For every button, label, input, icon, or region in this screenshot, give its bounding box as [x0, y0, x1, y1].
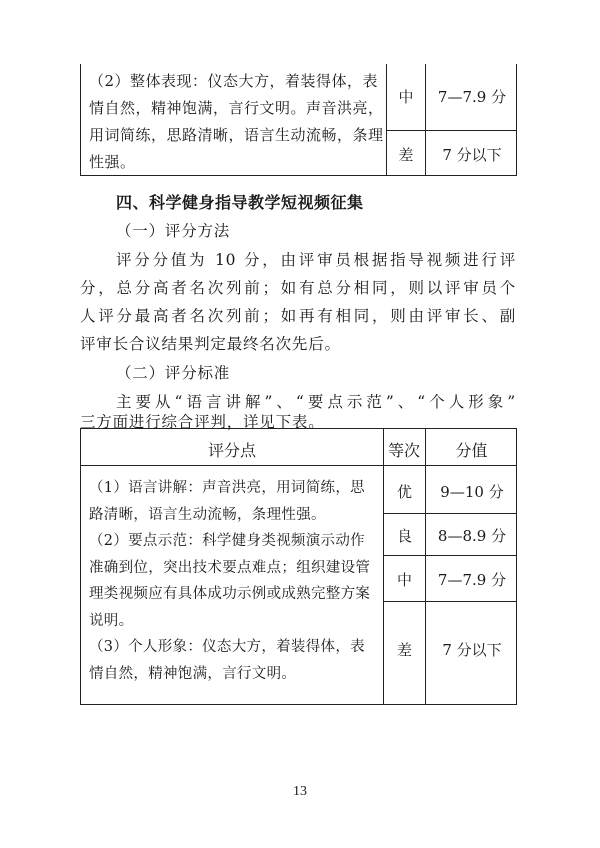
score-cell: 7—7.9 分	[437, 88, 507, 106]
scoring-point-demo: （2）要点示范：科学健身类视频演示动作准确到位，突出技术要点难点；组织建设管理类视频应有具体成功示例或成熟完整方案说明。	[89, 533, 371, 629]
score-cell: 9—10 分	[440, 483, 504, 501]
grade-cell: 中	[396, 571, 412, 589]
score-cell: 7 分以下	[442, 641, 502, 659]
score-cell: 7 分以下	[442, 146, 502, 164]
grade-cell: 良	[396, 527, 412, 545]
overall-performance-text: （2）整体表现：仪态大方，着装得体，表情自然，精神饱满，言行文明。声音洪亮，用词简练，思路清晰，语言生动流畅，条理性强。	[89, 72, 384, 171]
standard-line: 三方面进行综合评判，详见下表。	[80, 413, 325, 431]
page-number: 13	[293, 784, 307, 799]
subsection-heading: （一）评分方法	[116, 222, 231, 240]
table-divider	[383, 555, 516, 556]
scoring-point-language: （1）语言讲解：声音洪亮，用词简练，思路清晰，语言生动流畅，条理性强。	[89, 480, 365, 523]
grade-cell: 差	[396, 641, 412, 659]
score-cell: 7—7.9 分	[437, 571, 507, 589]
table-divider	[386, 130, 516, 131]
scoring-points	[89, 475, 379, 687]
table-divider	[383, 513, 516, 514]
method-line: 评审长合议结果判定最终名次先后。	[80, 335, 341, 353]
header-scoring-point: 评分点	[207, 441, 256, 460]
table-divider	[425, 429, 426, 704]
grade-cell: 差	[398, 146, 414, 164]
method-line: 人评分最高者名次列前；如再有相同，则由评审长、副	[80, 307, 516, 325]
top-score-table	[80, 64, 517, 176]
scoring-criteria-table	[80, 428, 517, 705]
table-divider	[383, 429, 384, 704]
table-divider	[81, 465, 516, 466]
method-line: 分，总分高者名次列前；如有总分相同，则以评审员个	[80, 279, 516, 297]
score-cell: 8—8.9 分	[437, 527, 507, 545]
header-score: 分值	[455, 441, 488, 460]
grade-cell: 中	[398, 88, 414, 106]
grade-cell: 优	[396, 483, 412, 501]
header-grade: 等次	[387, 441, 420, 460]
method-line: 评分分值为 10 分，由评审员根据指导视频进行评	[116, 251, 516, 269]
standard-line: 主要从“语言讲解”、“要点示范”、“个人形象”	[116, 393, 516, 411]
subsection-heading: （二）评分标准	[116, 364, 231, 382]
section-heading: 四、科学健身指导教学短视频征集	[116, 193, 364, 212]
scoring-point-image: （3）个人形象：仪态大方，着装得体，表情自然，精神饱满，言行文明。	[89, 639, 365, 682]
table-divider	[383, 601, 516, 602]
